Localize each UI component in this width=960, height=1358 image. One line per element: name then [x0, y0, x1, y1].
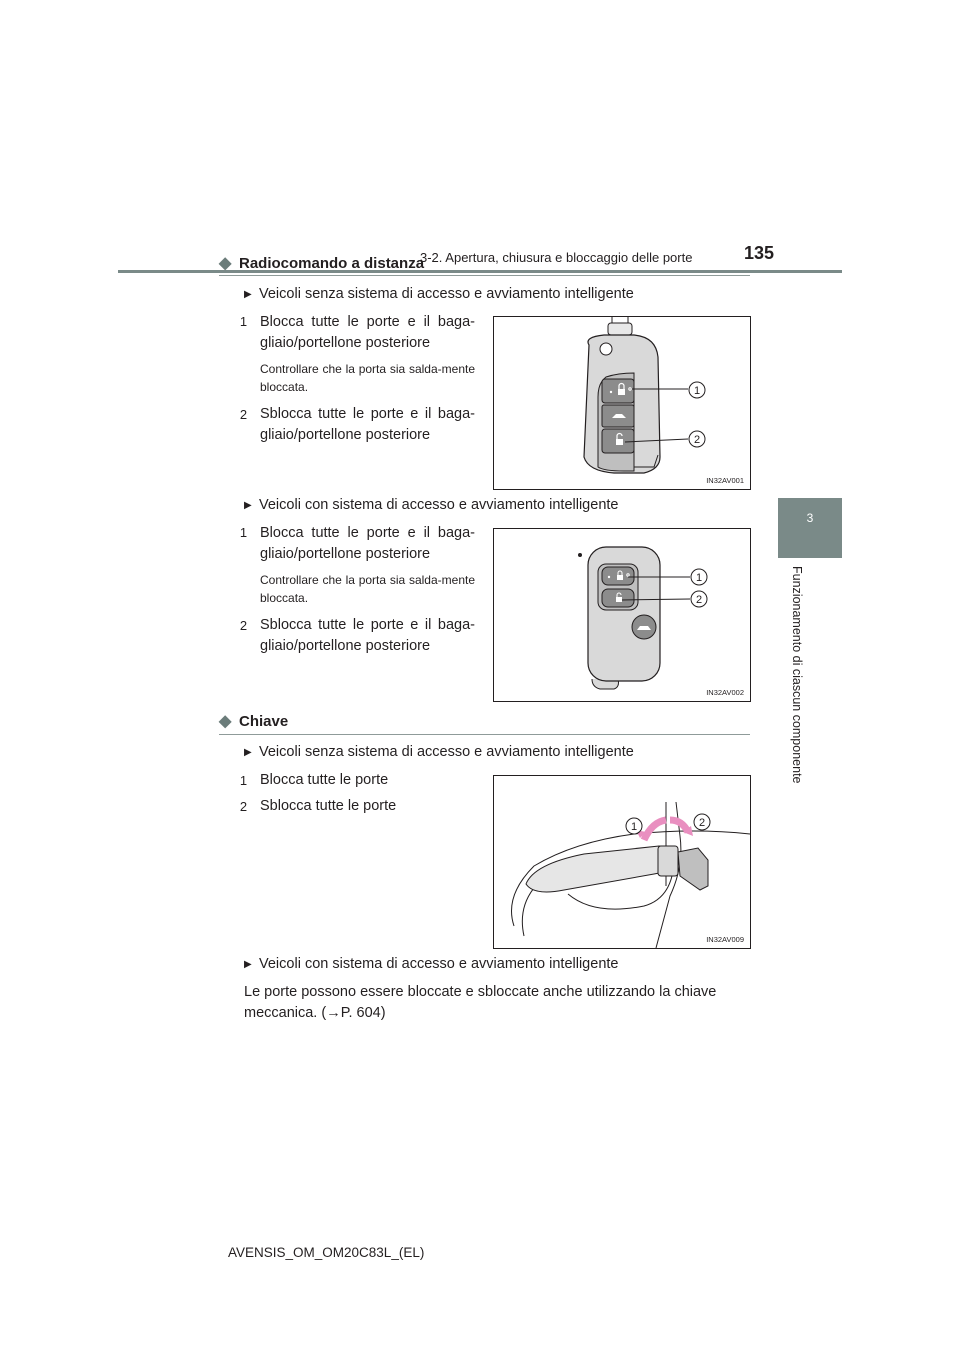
item-number: 1 — [239, 314, 248, 329]
chapter-number: 3 — [806, 511, 814, 525]
diamond-bullet-icon: ◆ — [219, 255, 232, 272]
chapter-tab — [778, 498, 842, 558]
figure-smart-key — [493, 528, 751, 702]
door-key-illustration — [494, 776, 750, 948]
lock-rotation-arrow — [644, 820, 666, 840]
chapter-title: Funzionamento di ciascun componente — [790, 566, 804, 784]
figure-door-key — [493, 775, 751, 949]
item-number: 2 — [239, 618, 248, 633]
key-head — [678, 848, 708, 890]
item-note: Controllare che la porta sia salda-mente bloccata. — [260, 573, 475, 605]
page-number: 135 — [744, 243, 775, 263]
section-rule — [219, 734, 750, 735]
item-text: Blocca tutte le porte e il baga-gliaio/portellone posteriore — [260, 314, 475, 351]
section-title-key: ◆ Chiave — [219, 713, 289, 730]
subhead-no-smart-key: ▶ Veicoli senza sistema di accesso e avviamento intelligente — [244, 744, 634, 760]
item-text: Sblocca tutte le porte — [260, 798, 397, 814]
smart-key-illustration — [494, 529, 750, 701]
figure-code: IN32AV001 — [706, 476, 744, 485]
item-text: Blocca tutte le porte — [260, 772, 389, 788]
figure-code: IN32AV002 — [706, 688, 744, 697]
subhead-smart-key: ▶ Veicoli con sistema di accesso e avviamento intelligente — [244, 497, 619, 513]
item-number: 2 — [239, 799, 248, 814]
flip-key-illustration — [494, 317, 750, 489]
triangle-bullet-icon: ▶ — [244, 500, 252, 511]
callout-2: 2 — [698, 817, 706, 829]
paragraph-mechanical-key: Le porte possono essere bloccate e sbloccate anche utilizzando la chiave meccanica. (→P. 604) — [244, 984, 717, 1021]
item-text: Sblocca tutte le porte e il baga-gliaio/portellone posteriore — [260, 617, 475, 654]
item-number: 1 — [239, 773, 248, 788]
section-title-remote: ◆ Radiocomando a distanza — [219, 255, 425, 272]
callout-2: 2 — [695, 594, 703, 606]
triangle-bullet-icon: ▶ — [244, 747, 252, 758]
triangle-bullet-icon: ▶ — [244, 959, 252, 970]
callout-1: 1 — [695, 572, 703, 584]
callout-1: 1 — [630, 821, 638, 833]
item-note: Controllare che la porta sia salda-mente bloccata. — [260, 362, 475, 394]
chapter-title-vertical — [786, 566, 806, 796]
section-rule — [219, 275, 750, 276]
triangle-bullet-icon: ▶ — [244, 289, 252, 300]
diamond-bullet-icon: ◆ — [219, 713, 232, 730]
item-text: Blocca tutte le porte e il baga-gliaio/portellone posteriore — [260, 525, 475, 562]
subhead-no-smart-key: ▶ Veicoli senza sistema di accesso e avviamento intelligente — [244, 286, 634, 302]
callout-2: 2 — [693, 434, 701, 446]
item-text: Sblocca tutte le porte e il baga-gliaio/portellone posteriore — [260, 406, 475, 443]
item-number: 1 — [239, 525, 248, 540]
figure-code: IN32AV009 — [706, 935, 744, 944]
item-number: 2 — [239, 407, 248, 422]
subhead-smart-key: ▶ Veicoli con sistema di accesso e avviamento intelligente — [244, 956, 619, 972]
figure-remote-flip-key — [493, 316, 751, 490]
callout-1: 1 — [693, 385, 701, 397]
header-section-title: 3-2. Apertura, chiusura e bloccaggio delle porte — [420, 250, 693, 265]
footer-manual-code: AVENSIS_OM_OM20C83L_(EL) — [228, 1245, 425, 1260]
